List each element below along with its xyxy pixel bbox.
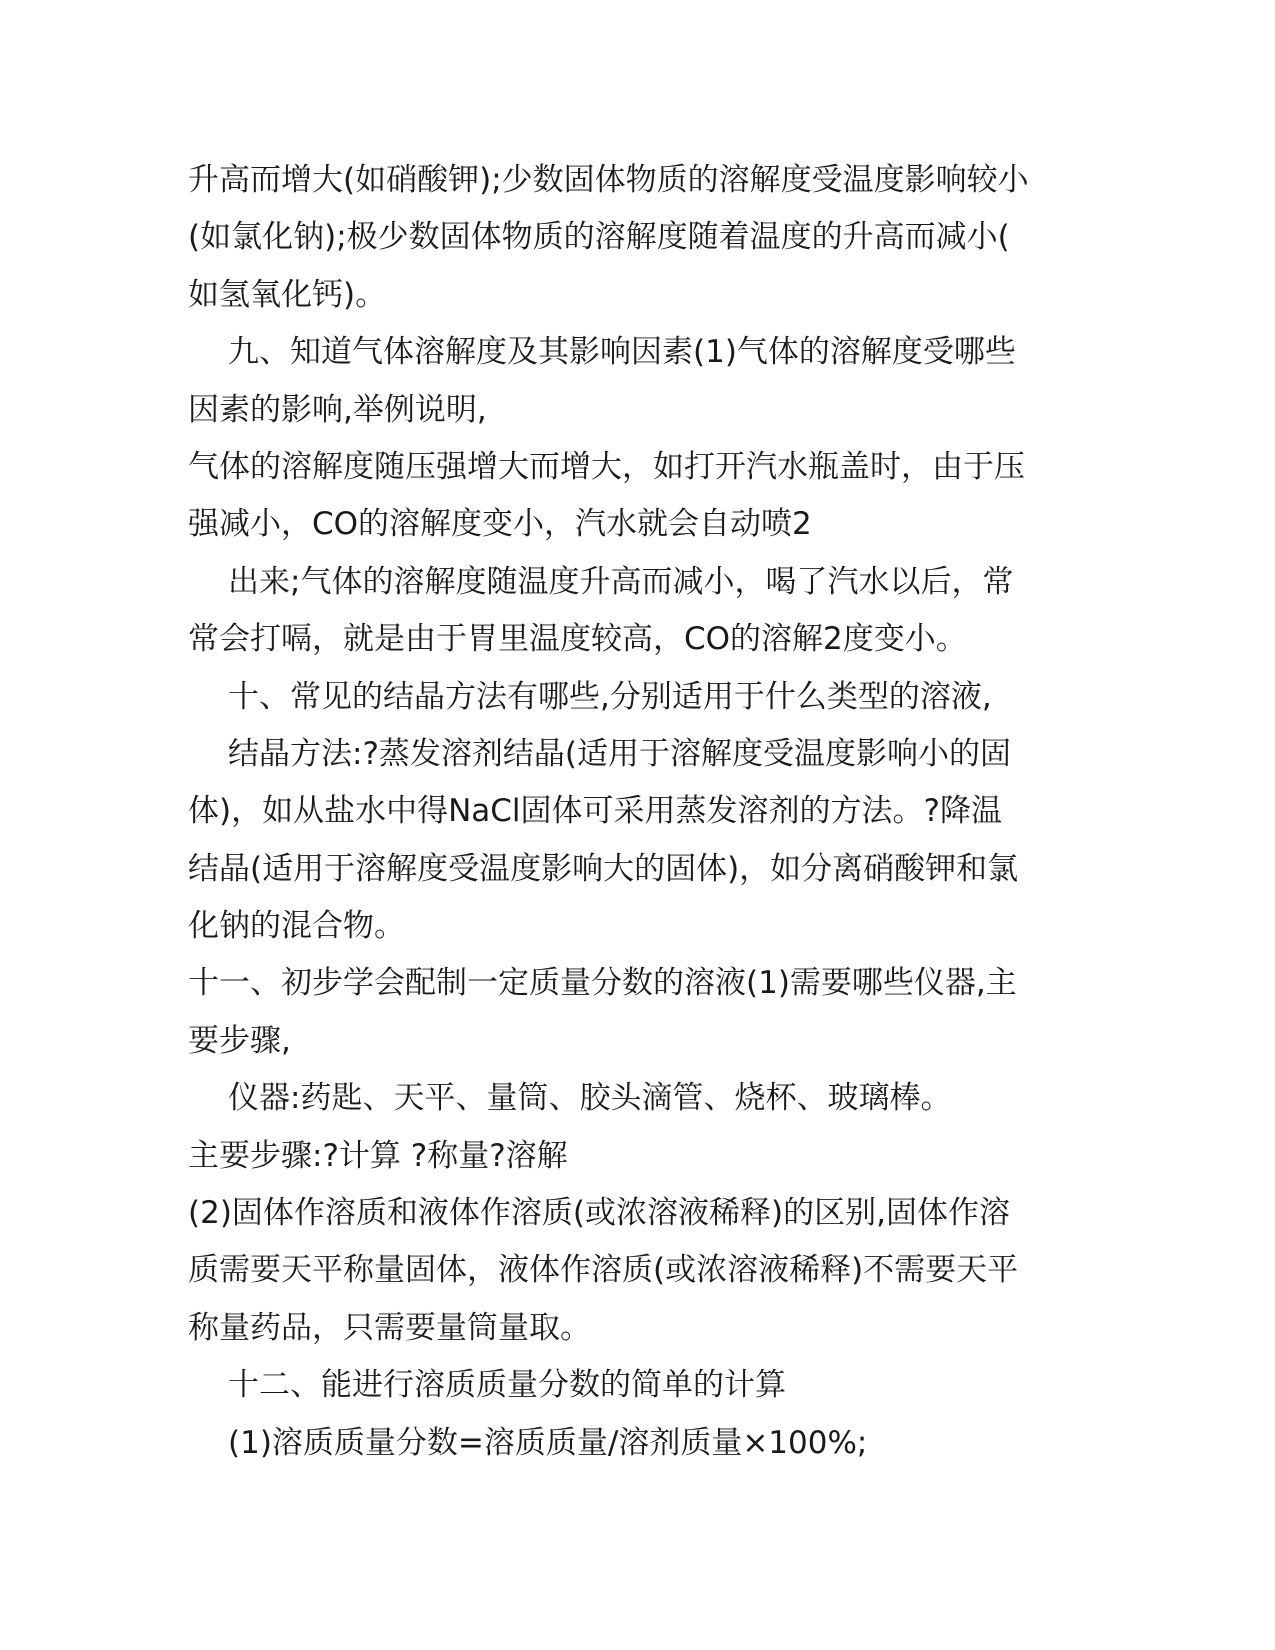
section-heading-12: 十二、能进行溶质质量分数的简单的计算 [228,1367,786,1404]
text-line: 要步骤, [188,1022,291,1059]
section-heading-10: 十、常见的结晶方法有哪些,分别适用于什么类型的溶液, [228,678,992,715]
text-line: 质需要天平称量固体，液体作溶质(或浓溶液稀释)不需要天平 [188,1252,1019,1289]
text-line: 因素的影响,举例说明, [188,391,487,428]
text-line: 常会打嗝，就是由于胃里温度较高，CO的溶解2度变小。 [188,621,967,658]
text-line: (2)固体作溶质和液体作溶质(或浓溶液稀释)的区别,固体作溶 [188,1195,1010,1232]
text-line: 结晶(适用于溶解度受温度影响大的固体)，如分离硝酸钾和氯 [188,850,1019,887]
document-body [188,152,1088,1472]
text-line: 化钠的混合物。 [188,908,405,945]
text-line: 结晶方法:?蒸发溶剂结晶(适用于溶解度受温度影响小的固 [228,735,1011,772]
text-line: 如氢氧化钙)。 [188,276,387,313]
text-line: 强减小，CO的溶解度变小，汽水就会自动喷2 [188,506,812,543]
section-heading-11: 十一、初步学会配制一定质量分数的溶液(1)需要哪些仪器,主 [188,965,1017,1002]
text-line: 称量药品，只需要量筒量取。 [188,1309,591,1346]
text-line: 仪器:药匙、天平、量筒、胶头滴管、烧杯、玻璃棒。 [228,1080,952,1117]
formula-line: (1)溶质质量分数=溶质质量/溶剂质量×100%; [228,1424,868,1461]
text-line: (如氯化钠);极少数固体物质的溶解度随着温度的升高而减小( [188,219,1010,256]
text-line: 出来;气体的溶解度随温度升高而减小，喝了汽水以后，常 [228,563,1014,600]
text-line: 气体的溶解度随压强增大而增大，如打开汽水瓶盖时，由于压 [188,448,1025,485]
text-line: 主要步骤:?计算 ?称量?溶解 [188,1137,568,1174]
section-heading-9: 九、知道气体溶解度及其影响因素(1)气体的溶解度受哪些 [228,334,1016,371]
text-line: 体)，如从盐水中得NaCl固体可采用蒸发溶剂的方法。?降温 [188,793,1002,830]
text-line: 升高而增大(如硝酸钾);少数固体物质的溶解度受温度影响较小 [188,162,1029,198]
